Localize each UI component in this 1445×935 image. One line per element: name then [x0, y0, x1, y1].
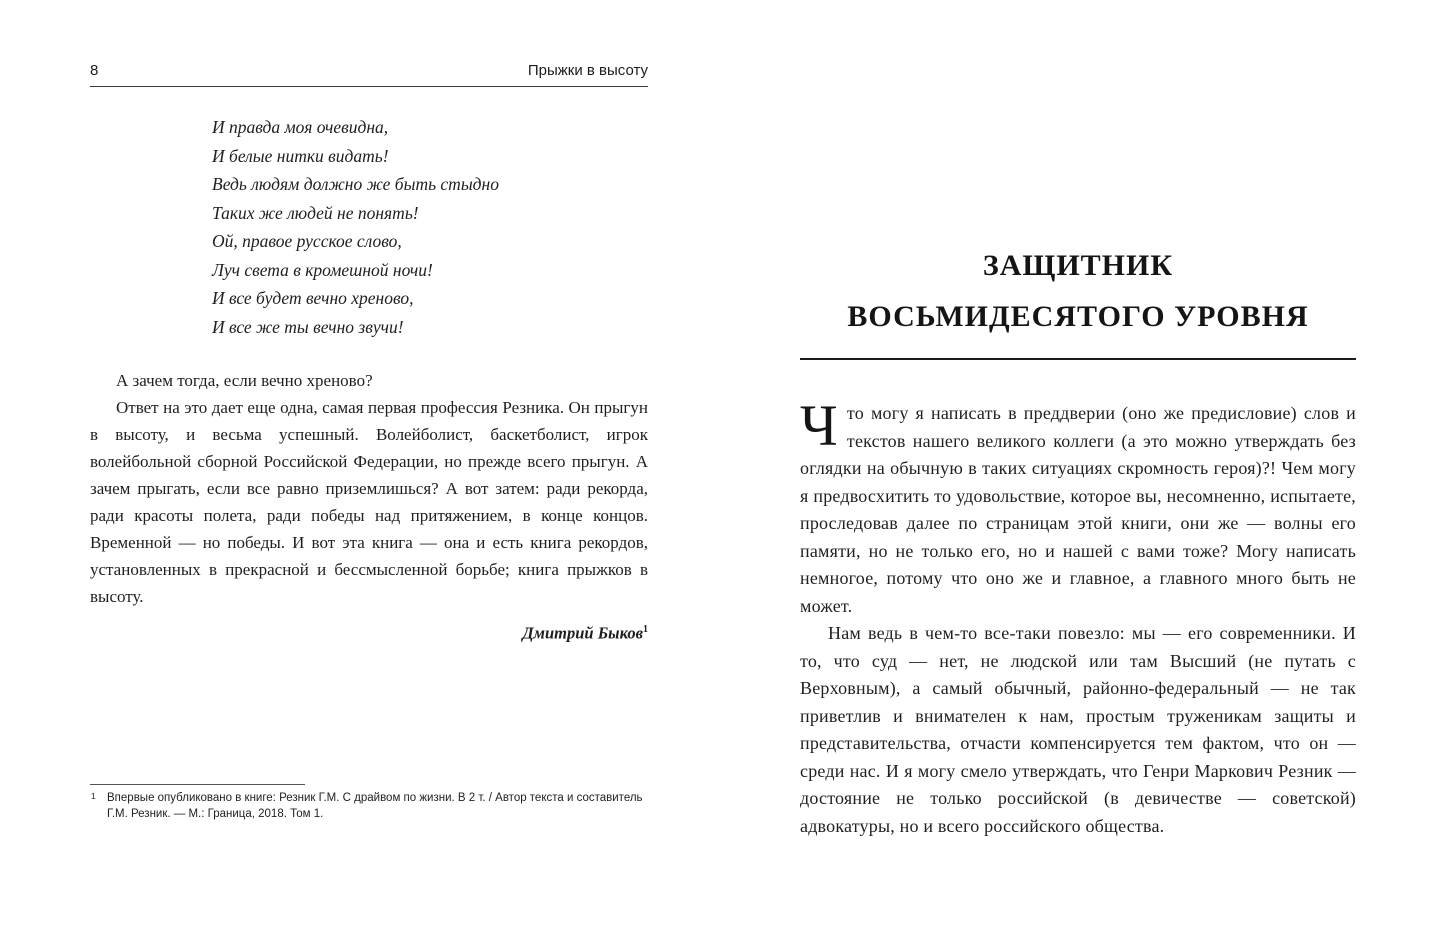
poem-line: И все же ты вечно звучи!: [212, 316, 404, 337]
poem-line: Ой, правое русское слово,: [212, 231, 402, 251]
poem-line: Таких же людей не понять!: [212, 202, 419, 223]
drop-cap: Ч: [800, 393, 838, 458]
chapter-title-line: ЗАЩИТНИК: [982, 249, 1174, 282]
poem-line: Ведь людям должно же быть стыдно: [212, 174, 499, 194]
signature-footnote-marker: 1: [643, 624, 648, 635]
footnote: [90, 791, 650, 822]
body-paragraph: [800, 393, 1356, 620]
poem-line: И правда моя очевидна,: [212, 117, 389, 137]
page-number: 8: [90, 62, 99, 79]
right-page: [800, 240, 1356, 840]
chapter-body: [800, 393, 1356, 840]
footnote-rule: [90, 784, 305, 785]
footnote-area: [90, 784, 648, 822]
paragraph-text: то могу я написать в преддверии (оно же предисловие) слов и текстов нашего великого коллеги (а это можно утверждать без оглядки на обычную в таких ситуациях скромность героя)?! Чем могу я предвосхитить то удовольствие, которое вы, несомненно, испытаете, проследовав далее по страницам этой книги, они же — волны его памяти, но не только его, но и нашей с вами тоже? Могу написать немногое, потому что оно же и главное, а главного много быть не может.: [800, 403, 1356, 616]
poem-line: И белые нитки видать!: [212, 145, 389, 166]
body-paragraph: Ответ на это дает еще одна, самая первая профессия Резника. Он прыгун в высоту, и весьма успешный. Волейболист, баскетболист, игрок волейбольной сборной Российской Федерации, но прежде всего прыгун. А зачем прыгать, если все равно приземлишься? А вот затем: ради рекорда, ради красоты полета, ради победы над притяжением, в конце концов. Временной — но победы. И вот эта книга — она и есть книга рекордов, установленных в прекрасной и бессмысленной борьбе; книга прыжков в высоту.: [90, 398, 648, 606]
body-paragraph: А зачем тогда, если вечно хреново?: [116, 371, 373, 390]
chapter-title: [800, 240, 1356, 342]
poem-line: Луч света в кромешной ночи!: [212, 259, 433, 280]
chapter-title-rule: [800, 358, 1356, 360]
footnote-text: Впервые опубликовано в книге: Резник Г.М. С драйвом по жизни. В 2 т. / Автор текста и составитель Г.М. Резник. — М.: Граница, 2018. Том 1.: [107, 792, 643, 820]
signature-name: Дмитрий Быков: [522, 623, 643, 643]
running-header: [90, 62, 648, 87]
chapter-title-line: ВОСЬМИДЕСЯТОГО УРОВНЯ: [847, 300, 1309, 333]
poem-line: И все будет вечно хреново,: [212, 288, 414, 308]
signature: [90, 616, 648, 647]
poem-block: [212, 113, 648, 341]
footnote-marker: 1: [91, 791, 96, 801]
left-page: [90, 62, 648, 922]
running-title: Прыжки в высоту: [527, 62, 648, 79]
left-body: [90, 367, 648, 647]
body-paragraph: Нам ведь в чем-то все-таки повезло: мы — его современники. И то, что суд — нет, не людской или там Высший (не путать с Верховным), а самый обычный, районно-федеральный — не так приветлив и внимателен к нам, простым труженикам защиты и представительства, отчасти компенсируется тем фактом, что он — среди нас. И я могу смело утверждать, что Генри Маркович Резник — достояние не только российской (в девичестве — советской) адвокатуры, но и всего российского общества.: [800, 623, 1356, 836]
